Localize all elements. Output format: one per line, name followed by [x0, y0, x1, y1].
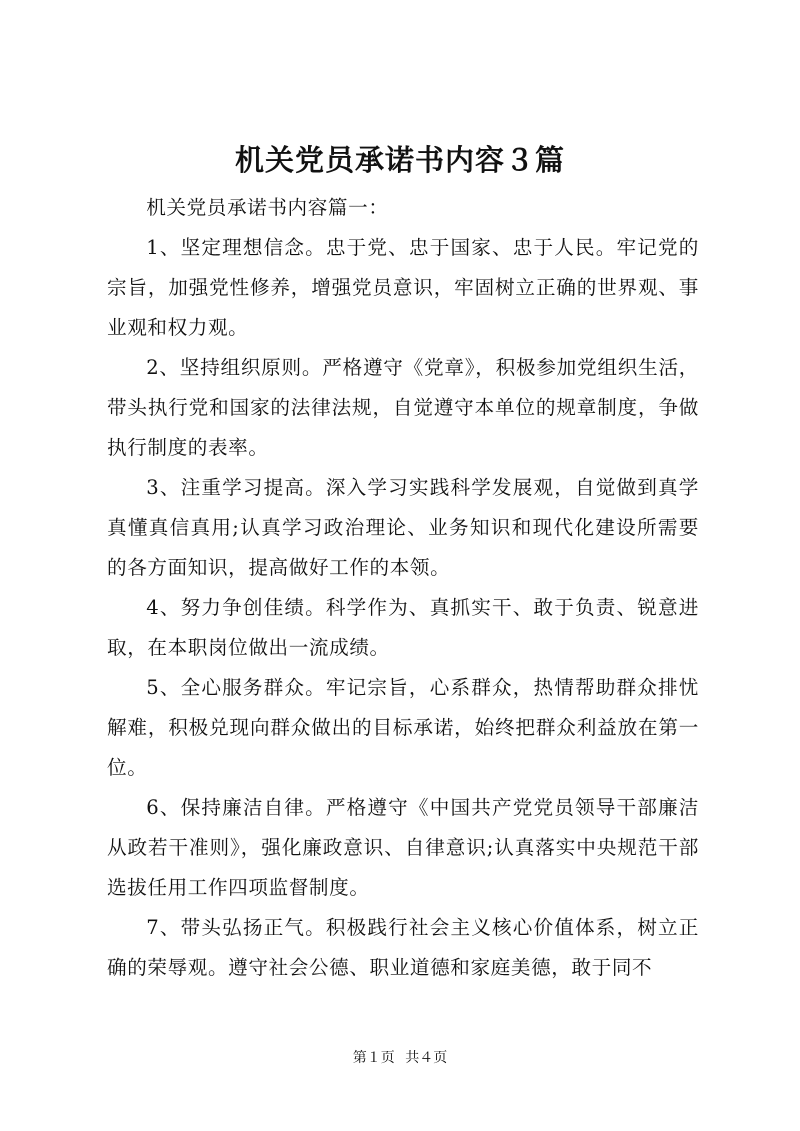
paragraph: 6、保持廉洁自律。严格遵守《中国共产党党员领导干部廉洁从政若干准则》，强化廉政意识、自律意识;认真落实中央规范干部选拔任用工作四项监督制度。: [107, 796, 699, 899]
paragraph: 2、坚持组织原则。严格遵守《党章》，积极参加党组织生活，带头执行党和国家的法律法规，自觉遵守本单位的规章制度，争做执行制度的表率。: [107, 356, 699, 459]
paragraph: 3、注重学习提高。深入学习实践科学发展观，自觉做到真学真懂真信真用;认真学习政治理论、业务知识和现代化建设所需要的各方面知识，提高做好工作的本领。: [107, 476, 699, 579]
document-title: 机关党员承诺书内容３篇: [234, 143, 565, 177]
paragraph: 4、努力争创佳绩。科学作为、真抓实干、敢于负责、锐意进取，在本职岗位做出一流成绩。: [107, 596, 699, 659]
page-number: 第１页: [352, 1050, 395, 1066]
document-body: [107, 188, 699, 988]
paragraph: 1、坚定理想信念。忠于党、忠于国家、忠于人民。牢记党的宗旨，加强党性修养，增强党员意识，牢固树立正确的世界观、事业观和权力观。: [107, 236, 699, 339]
page-footer: [0, 1048, 800, 1068]
section-heading: 机关党员承诺书内容篇一：: [146, 196, 389, 219]
paragraph: 5、全心服务群众。牢记宗旨，心系群众，热情帮助群众排忧解难，积极兑现向群众做出的目标承诺，始终把群众利益放在第一位。: [107, 676, 699, 779]
paragraph: 7、带头弘扬正气。积极践行社会主义核心价值体系，树立正确的荣辱观。遵守社会公德、职业道德和家庭美德，敢于同不: [107, 916, 699, 979]
page-total: 共４页: [405, 1050, 448, 1066]
